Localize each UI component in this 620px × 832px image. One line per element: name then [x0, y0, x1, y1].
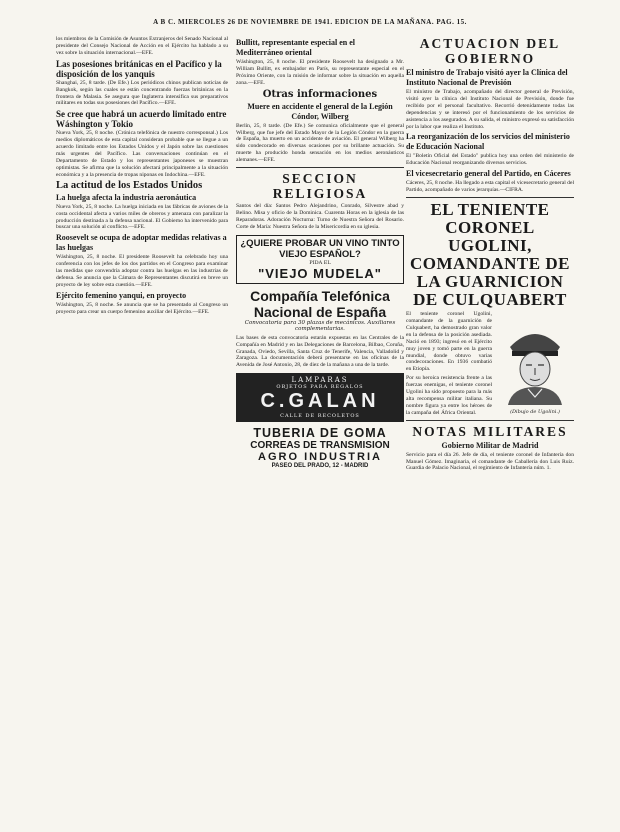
article-text: El ministro de Trabajo, acompañado del director general de Previsión, visitó ayer la clínica del Instituto Nacional de Previsión, donde fue recibido por el personal facultativo. Recorrió detenidamente todas las dependencias y se interesó por el funcionamiento de los servicios de asistencia a los asegurados. A su salida, el ministro expresó su satisfacción por la labor que realiza el Instituto.: [406, 89, 574, 130]
wine-advertisement: [236, 235, 404, 284]
article-text: Servicio para el día 26. Jefe de día, el teniente coronel de Infantería don Manuel Gómez. Imaginaria, el comandante de Caballería don Luis Ruiz. Guardia de Palacio Nacional, el regimiento de Infantería núm. 1.: [406, 451, 574, 472]
ad-brand: "VIEJO MUDELA": [258, 265, 382, 281]
article-text: Santos del día: Santos Pedro Alejandrino, Conrado, Silvestre abad y Belino. Misa y oficio de la Dominica. Cuarenta Horas en la iglesia de las Reparadoras. Adoración Nocturna: Turno de Nuestra Señora del Rosario. Corte de María: Nuestra Señora de la Misericordia en su iglesia.: [236, 203, 404, 230]
section-heading: NOTAS MILITARES: [412, 423, 568, 439]
headline: Se cree que habrá un acuerdo limitado entre Wáshington y Tokio: [56, 109, 227, 130]
article-text: Cáceres, 25, 8 noche. Ha llegado a esta capital el vicesecretario general del Partido, acompañado de varios jerarquías.—CIFRA.: [406, 180, 574, 194]
article-text: Shanghai, 25, 8 tarde. (De Efe.) Los periódicos chinos publican noticias de Bangkok, según las cuales se están concentrando fuerzas británicas en la frontera de Malasia. Se asegura que Inglaterra intensifica sus preparativos militares en todas sus posesiones del Pacífico.—EFE.: [56, 79, 228, 107]
ad-address: PASEO DEL PRADO, 12 - MADRID: [271, 463, 369, 470]
headline: Bullitt, representante especial en el Mediterráneo oriental: [236, 38, 356, 57]
article-text: Berlín, 25, 8 tarde. (De Efe.) Se comunica oficialmente que el general Wilberg, que fue jefe del Estado Mayor de la Legión Cóndor en la guerra de España, ha muerto en un accidente de aviación. El general Wilberg ha sido condecorado en diversas ocasiones por su brillante actuación. Su muerte ha producido honda sensación en los medios aeronáuticos alemanes.—EFE.: [236, 122, 404, 164]
officer-portrait-illustration: [496, 313, 574, 405]
telefonica-notice: [236, 288, 404, 332]
ad-line: CALLE DE RECOLETOS: [280, 413, 360, 420]
article-text: Nueva York, 25, 8 noche. (Crónica telefónica de nuestro corresponsal.) Los medios diplomáticos de esta capital consideran probable que se llegue a un acuerdo limitado entre los Estados Unidos y el Japón sobre las cuestiones más urgentes del Pacífico. Las conversaciones continúan en el Departamento de Estado y los representantes japoneses se muestran optimistas. Se afirma que la solución afectará principalmente a la situación económica y a la presencia de tropas niponas en Indochina.—EFE.: [56, 130, 228, 178]
ad-line: TUBERIA DE GOMA: [253, 426, 387, 441]
rubber-hose-advertisement: [236, 426, 404, 469]
column-1: [56, 36, 228, 820]
headline: El ministro de Trabajo visitó ayer la Clínica del Instituto Nacional de Previsión: [406, 68, 568, 87]
divider: [406, 420, 574, 421]
ad-brand: AGRO INDUSTRIA: [258, 451, 382, 464]
headline: Ejército femenino yanqui, en proyecto: [56, 290, 187, 300]
section-heading: ACTUACION DEL GOBIERNO: [419, 36, 561, 66]
headline: La reorganización de los servicios del ministerio de Educación Nacional: [406, 132, 570, 152]
ad-question: ¿QUIERE PROBAR UN VINO TINTO VIEJO ESPAÑOL?: [240, 237, 400, 260]
divider: [406, 197, 574, 198]
ad-small: PIDA EL: [309, 259, 331, 266]
ad-line: LAMPARAS: [291, 376, 349, 385]
page-header: A B C. MIERCOLES 26 DE NOVIEMBRE DE 1941. EDICION DE LA MAÑANA. PAG. 15.: [153, 18, 467, 26]
article-text: Wáshington, 25, 8 noche. El presidente Roosevelt ha designado a Mr. William Bullitt, ex embajador en París, su representante especial en el Próximo Oriente, con la misión de informar sobre la situación en aquella zona.—EFE.: [236, 59, 404, 86]
article-text: los miembros de la Comisión de Asuntos Extranjeros del Senado Nacional al presidente del Consejo Nacional de Acción en el Ejército ha hablado a su vez sobre la situación internacional.—EFE.: [56, 36, 228, 56]
section-heading: SECCION RELIGIOSA: [272, 171, 368, 202]
article-text: El teniente coronel Ugolini, comandante de la guarnición de Culquabert, ha demostrado gran valor en la defensa de la posición asediada. Nació en 1893; ingresó en el Ejército muy joven y tomó parte en la guerra mundial, donde obtuvo varias condecoraciones. En 1936 combatió en Etiopía.: [406, 311, 492, 373]
portrait-caption: (Dibujo de Ugolini.): [510, 409, 560, 416]
ad-line: CORREAS DE TRANSMISION: [250, 440, 390, 452]
headline: Muere en accidente el general de la Legión Cóndor, Wilberg: [247, 101, 393, 121]
article-text: Las bases de esta convocatoria estarán expuestas en las Centrales de la Compañía en Madrid y en las Delegaciones de Barcelona, Bilbao, Coruña, Granada, Oviedo, Sevilla, Santa Cruz de Tenerife, Valencia, Valladolid y Zaragoza. La documentación deberá presentarse en las oficinas de la Avenida de José Antonio, 28, de diez de la mañana a una de la tarde.: [236, 334, 404, 369]
column-3: [406, 36, 574, 820]
ad-line: OBJETOS PARA REGALOS: [276, 384, 364, 391]
headline: Las posesiones británicas en el Pacífico y la disposición de los yanquis: [56, 58, 222, 79]
notice-title: Compañía Telefónica Nacional de España: [250, 287, 390, 320]
feature-headline: EL TENIENTE CORONEL UGOLINI, COMANDANTE DE LA GUARNICION DE CULQUABERT: [410, 200, 570, 310]
subheadline: La huelga afecta la industria aeronáutica: [56, 192, 197, 202]
headline: Roosevelt se ocupa de adoptar medidas relativas a las huelgas: [56, 233, 227, 253]
lamp-advertisement: [236, 373, 404, 422]
headline: El vicesecretario general del Partido, en Cáceres: [406, 169, 571, 179]
article-text: Wáshington, 25, 8 noche. El presidente Roosevelt ha celebrado hoy una conferencia con los jefes de los dos partidos en el Congreso para examinar las medidas que convendría adoptar contra las huelgas en las industrias de defensa. Se anuncia que la Cámara de Representantes discutirá en breve un proyecto de ley sobre esta cuestión.—EFE.: [56, 254, 228, 288]
article-text: Por su heroica resistencia frente a las fuerzas enemigas, el teniente coronel Ugolini ha sido propuesto para la más alta recompensa militar italiana. Su nombre figura ya entre los héroes de la campaña del África Oriental.: [406, 375, 492, 416]
divider: [236, 167, 404, 168]
article-text: Wáshington, 25, 8 noche. Se anuncia que se ha presentado al Congreso un proyecto para crear un cuerpo femenino auxiliar del Ejército.—EFE.: [56, 301, 228, 315]
article-text: Nueva York, 25, 8 noche. La huelga iniciada en las fábricas de aviones de la costa occidental afecta a varios miles de obreros y amenaza con paralizar la producción destinada a la defensa nacional. El Gobierno ha intervenido para buscar una solución al conflicto.—EFE.: [56, 203, 228, 231]
section-heading: Otras informaciones: [262, 88, 378, 100]
article-text: El "Boletín Oficial del Estado" publica hoy una orden del ministerio de Educación Nacional reorganizando diversos servicios.: [406, 153, 574, 167]
portrait-block: [496, 313, 574, 415]
ad-brand: C.GALAN: [260, 390, 380, 413]
column-2: [236, 36, 404, 820]
headline: La actitud de los Estados Unidos: [56, 179, 203, 191]
notice-subtitle: Convocatoria para 30 plazas de mecánicos. Auxiliares complementarias.: [244, 319, 396, 332]
subheadline: Gobierno Militar de Madrid: [441, 440, 539, 450]
